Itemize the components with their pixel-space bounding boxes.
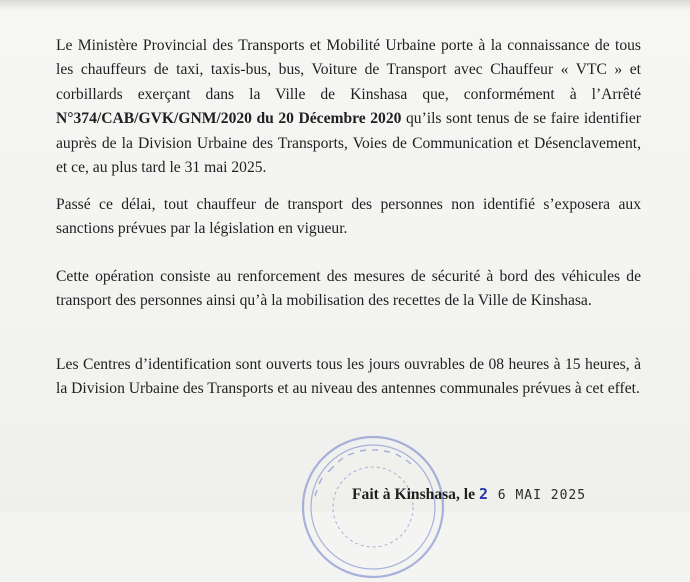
paragraph-announcement-text-start: Le Ministère Provincial des Transports et Mobilité Urbaine porte à la connaissance de tous les chauffeurs de taxi, taxis-bus, bus, Voiture de Transport avec Chauffeur « VTC » et corbillards exerçant dans la Ville de Kinshasa que, conformément à l’Arrêté [56,37,641,103]
signoff-place: Fait à Kinshasa, le [352,486,476,503]
date-stamp-day: 2 [478,485,489,503]
paragraph-announcement-text-end: qu’ils sont tenus de se faire identifier auprès de la Division Urbaine des Transports, Voies de Communication et Désenclavement, et ce, au plus tard le 31 mai 2025. [56,110,641,177]
paragraph-announcement [56,34,641,180]
page-top-shadow [0,0,690,10]
signature-date-line [352,485,586,504]
date-stamp-rest: 6 MAI 2025 [497,488,587,503]
decree-reference: N°374/CAB/GVK/GNM/2020 du 20 Décembre 2020 [56,110,402,128]
paragraph-identification-centers: Les Centres d’identification sont ouverts tous les jours ouvrables de 08 heures à 15 heures, à la Division Urbaine des Transports et au niveau des antennes communales prévues à cet effet. [56,356,641,398]
official-seal-stamp [298,432,448,582]
date-stamp [478,485,587,503]
paragraph-operation-purpose: Cette opération consiste au renforcement des mesures de sécurité à bord des véhicules de transport des personnes ainsi qu’à la mobilisation des recettes de la Ville de Kinshasa. [56,268,641,310]
paragraph-deadline-sanctions: Passé ce délai, tout chauffeur de transport des personnes non identifié s’exposera aux sanctions prévues par la législation en vigueur. [56,196,641,238]
